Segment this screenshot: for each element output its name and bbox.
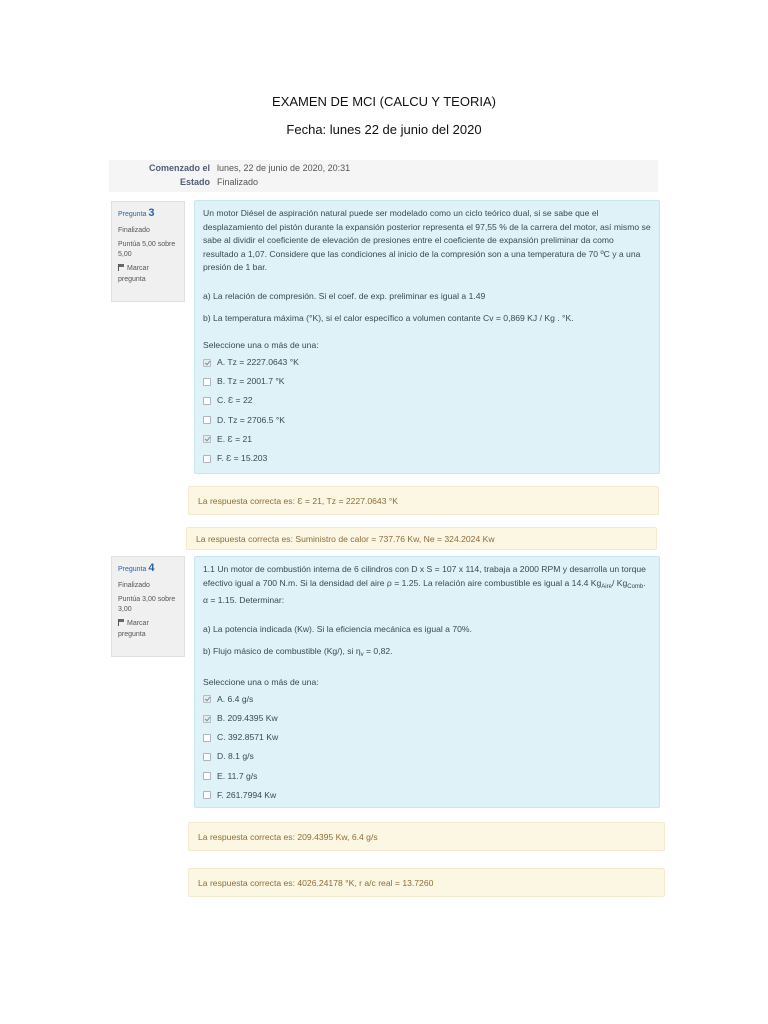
- option-label: D. Tz = 2706.5 °K: [217, 414, 286, 425]
- state-value: Finalizado: [217, 177, 259, 187]
- question-text: 1.1 Un motor de combustión interna de 6 cilindros con D x S = 107 x 114, trabaja a 2000 RPM y desarrolla un torque efectivo igual a 700 N.m. Si la densidad del aire ρ = 1.25. La relación aire combustible es igual a 14.4 $Kg_{Aire}/$ $Kg_{Comb}$. α = 1.15. Determinar:: [203, 564, 646, 606]
- flag-icon: [118, 619, 124, 626]
- option-e[interactable]: [203, 767, 651, 786]
- question-label: Pregunta: [118, 566, 147, 573]
- option-f[interactable]: [203, 449, 651, 468]
- option-label: F. 261.7994 Kw: [217, 789, 277, 800]
- question-sub-a: a) La potencia indicada (Kw). Si la eficiencia mecánica es igual a 70%.: [203, 623, 472, 634]
- question-sub-b: b) Flujo másico de combustible (Kg/), si $\eta_v = 0,82$.: [203, 645, 393, 658]
- question-score: Puntúa 3,00 sobre 3,00: [118, 596, 176, 614]
- state-label: Estado: [179, 177, 210, 187]
- option-c[interactable]: [203, 391, 651, 410]
- question-4-content: [194, 556, 660, 808]
- question-score: Puntúa 5,00 sobre 5,00: [118, 241, 176, 259]
- question-status: Finalizado: [118, 226, 150, 234]
- option-label: E. 11.7 g/s: [217, 770, 258, 781]
- flag-icon: [118, 264, 124, 271]
- option-d[interactable]: [203, 747, 651, 766]
- option-label: D. 8.1 g/s: [217, 751, 254, 762]
- option-checkbox[interactable]: [203, 772, 211, 780]
- select-prompt: Seleccione una o más de una:: [203, 676, 319, 687]
- option-f[interactable]: [203, 786, 651, 805]
- option-b[interactable]: [203, 709, 651, 728]
- select-prompt: Seleccione una o más de una:: [203, 339, 319, 350]
- option-label: A. Tz = 2227.0643 °K: [217, 356, 299, 367]
- option-checkbox[interactable]: [203, 416, 211, 424]
- option-checkbox[interactable]: [203, 734, 211, 742]
- flag-question-button[interactable]: [118, 619, 178, 639]
- option-d[interactable]: [203, 411, 651, 430]
- option-checkbox[interactable]: [203, 435, 211, 443]
- option-a[interactable]: [203, 690, 651, 709]
- option-c[interactable]: [203, 728, 651, 747]
- option-label: C. Ɛ = 22: [217, 395, 253, 406]
- question-3-info: [111, 201, 185, 302]
- correct-answer-extra-1: La respuesta correcta es: Suministro de calor = 737.76 Kw, Ne = 324.2024 Kw: [186, 527, 657, 550]
- option-label: C. 392.8571 Kw: [217, 732, 279, 743]
- option-b[interactable]: [203, 372, 651, 391]
- option-label: F. Ɛ = 15.203: [217, 452, 268, 463]
- question-sub-a: a) La relación de compresión. Si el coef. de exp. preliminar es igual a 1.49: [203, 290, 486, 301]
- question-status: Finalizado: [118, 581, 150, 589]
- option-checkbox[interactable]: [203, 455, 211, 463]
- option-checkbox[interactable]: [203, 695, 211, 703]
- correct-answer-q4: La respuesta correcta es: 209.4395 Kw, 6.4 g/s: [188, 822, 665, 851]
- correct-answer-extra-2: La respuesta correcta es: 4026.24178 °K, r a/c real = 13.7260: [188, 868, 665, 897]
- question-3-content: [194, 200, 660, 474]
- flag-question-button[interactable]: [118, 264, 178, 284]
- option-checkbox[interactable]: [203, 715, 211, 723]
- question-label: Pregunta: [118, 211, 147, 218]
- document-title: EXAMEN DE MCI (CALCU Y TEORIA): [272, 94, 496, 109]
- question-number: 4: [148, 562, 155, 574]
- question-text: Un motor Diésel de aspiración natural puede ser modelado como un ciclo teórico dual, si se sabe que el desplazamiento del pistón durante la expansión posterior representa el 97,55 % de la carrera del motor, así mismo se sabe al dividir el coeficiente de elevación de presiones entre el coeficiente de expansión preliminar da como resultado a 1,07. Considere que las condiciones al inicio de la compresión son a una temperatura de 70 ºC y a una presión de 1 bar.: [203, 208, 651, 273]
- flag-question-label: Marcar pregunta: [118, 620, 149, 638]
- option-checkbox[interactable]: [203, 359, 211, 367]
- flag-question-label: Marcar pregunta: [118, 265, 149, 283]
- options-list: [203, 690, 651, 805]
- option-checkbox[interactable]: [203, 753, 211, 761]
- option-checkbox[interactable]: [203, 397, 211, 405]
- option-label: A. 6.4 g/s: [217, 693, 254, 704]
- option-checkbox[interactable]: [203, 791, 211, 799]
- started-label: Comenzado el: [148, 163, 210, 173]
- correct-answer-q3: La respuesta correcta es: Ɛ = 21, Tz = 2227.0643 °K: [188, 486, 659, 515]
- question-sub-b: b) La temperatura máxima (°K), si el calor específico a volumen contante Cv = 0,869 KJ / Kg . °K.: [203, 312, 574, 323]
- document-date: Fecha: lunes 22 de junio del 2020: [286, 122, 482, 137]
- option-e[interactable]: [203, 430, 651, 449]
- option-checkbox[interactable]: [203, 378, 211, 386]
- option-label: B. Tz = 2001.7 °K: [217, 376, 285, 387]
- option-label: B. 209.4395 Kw: [217, 712, 278, 723]
- question-4-info: [111, 556, 185, 657]
- question-number: 3: [148, 207, 155, 219]
- option-a[interactable]: [203, 353, 651, 372]
- attempt-summary: [109, 160, 658, 192]
- option-label: E. Ɛ = 21: [217, 433, 253, 444]
- started-value: lunes, 22 de junio de 2020, 20:31: [217, 163, 351, 173]
- options-list: [203, 353, 651, 468]
